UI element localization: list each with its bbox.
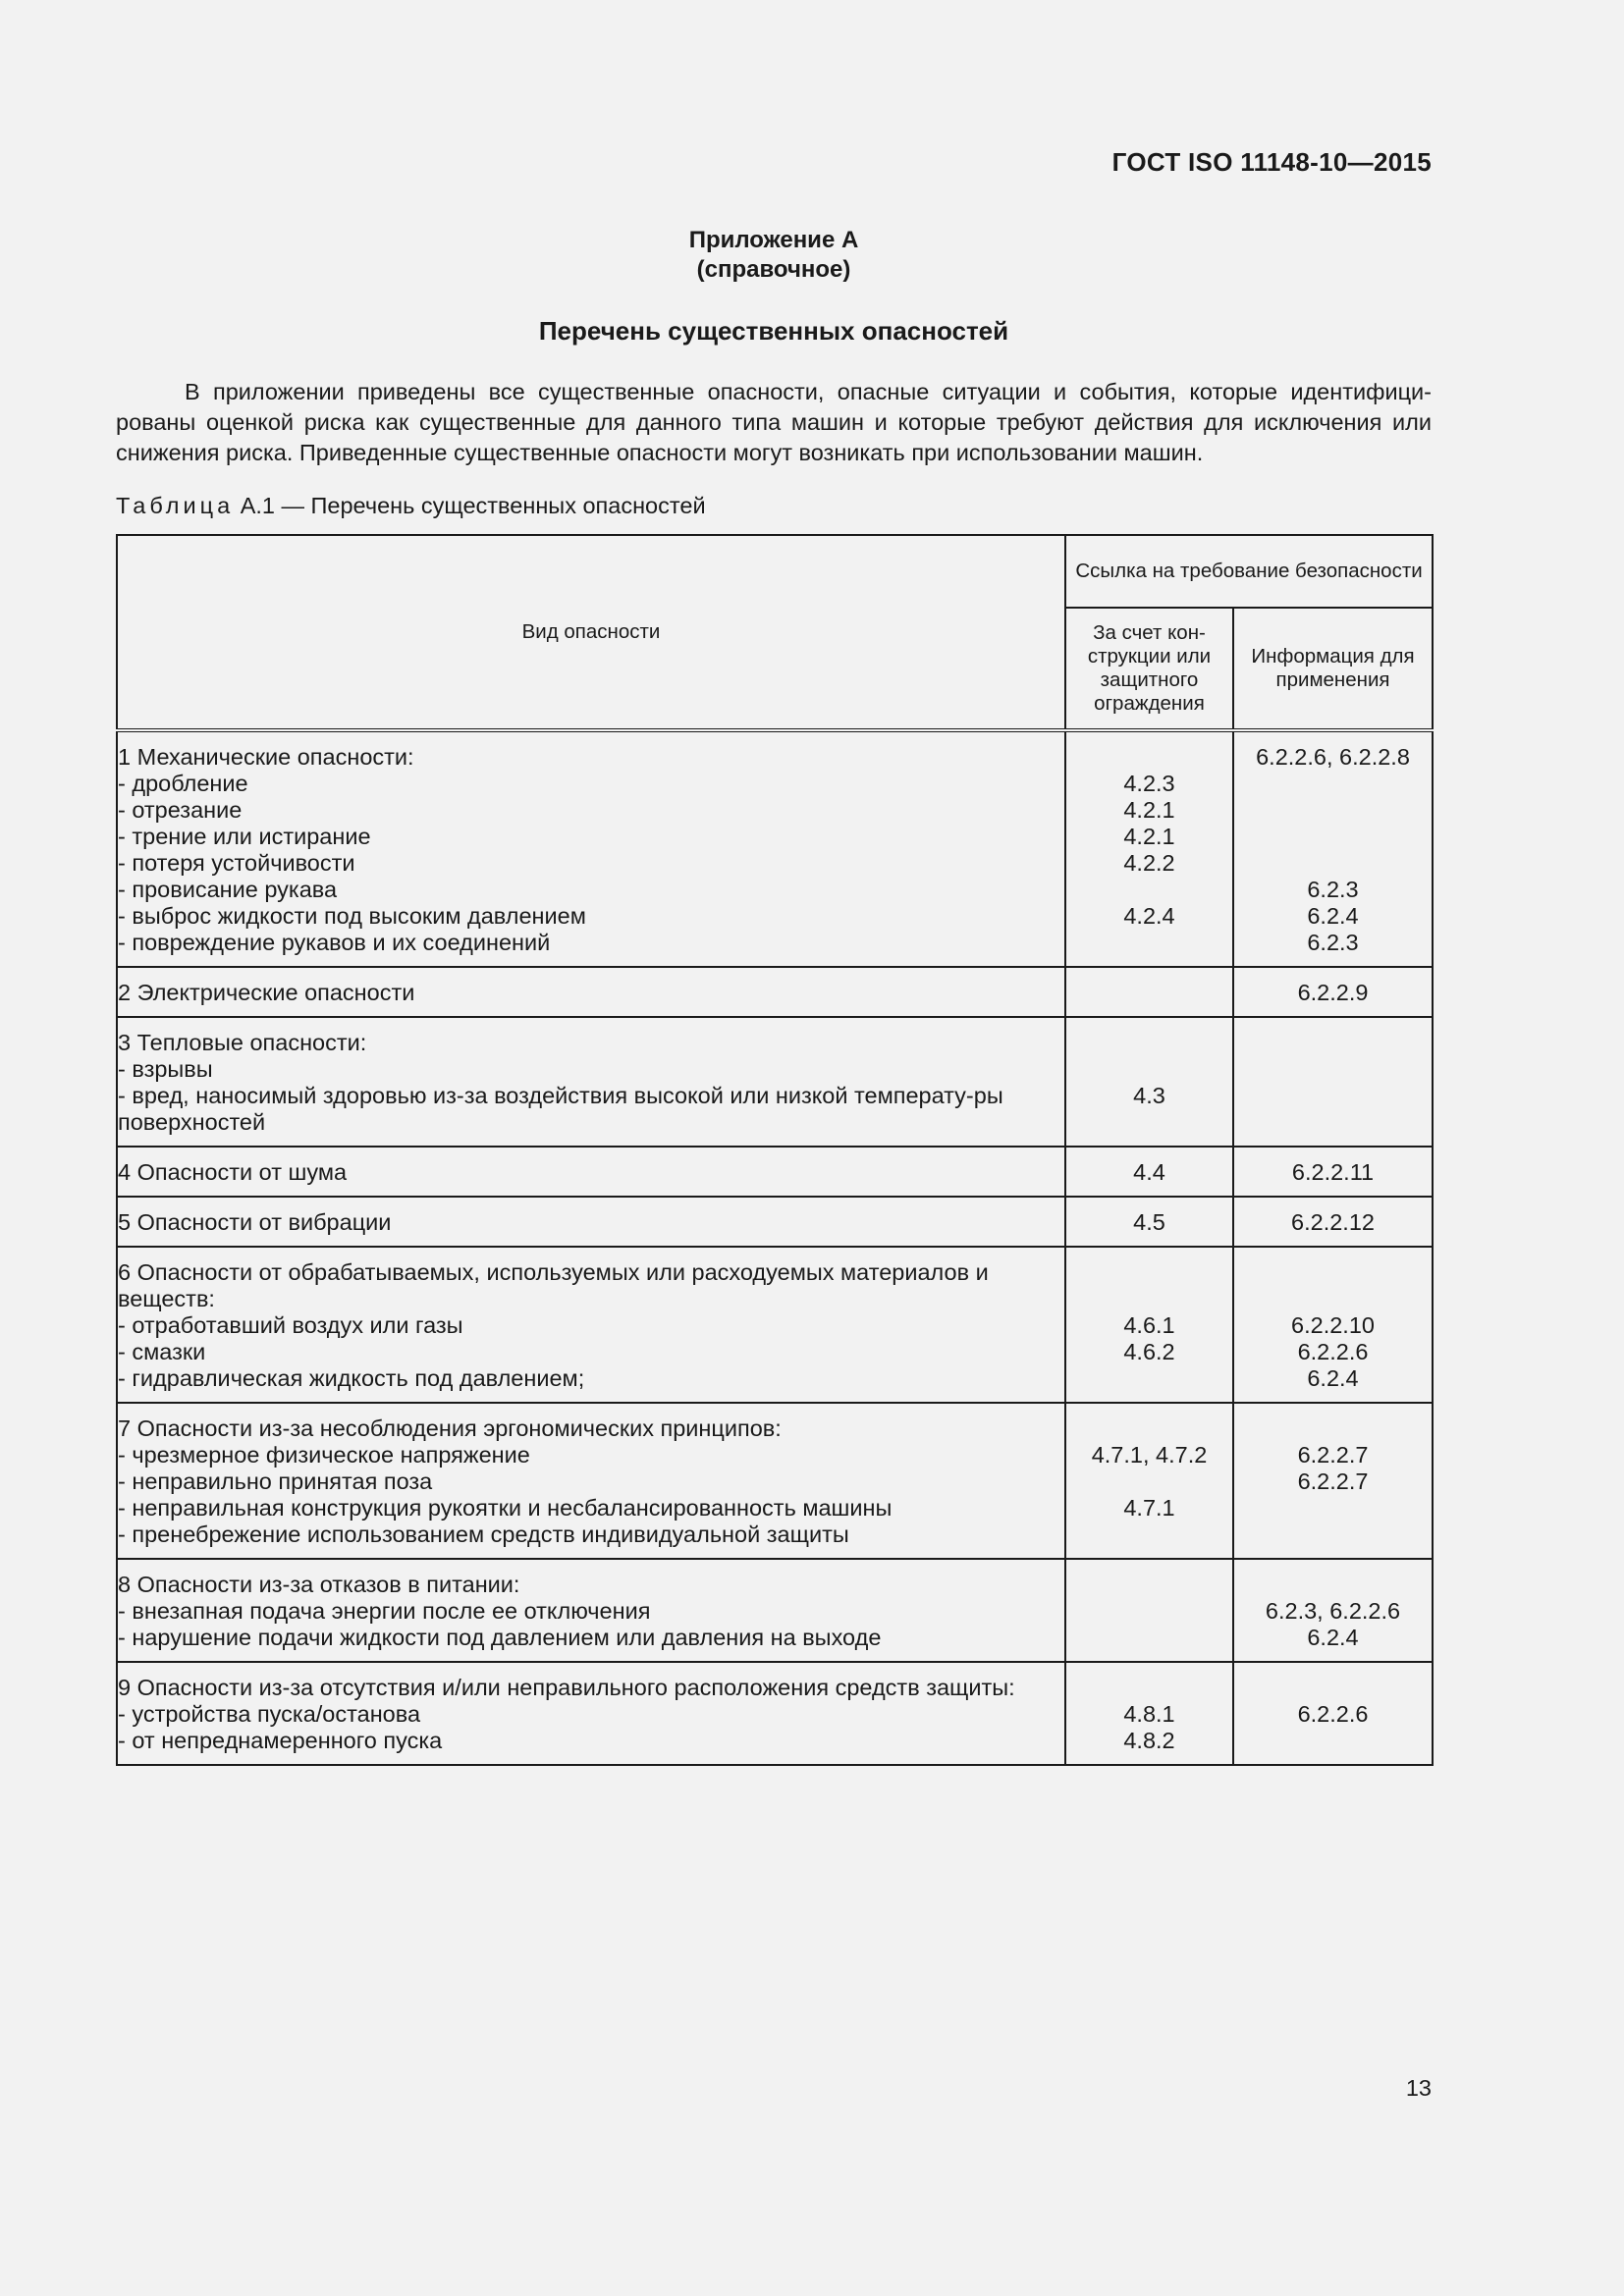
document-code: ГОСТ ISO 11148-10—2015 <box>1111 147 1432 177</box>
hazard-name-cell: 7 Опасности из-за несоблюдения эргономических принципов: <box>117 1403 1065 1442</box>
by-design-cell <box>1065 1662 1233 1701</box>
by-design-cell: 4.2.1 <box>1065 824 1233 850</box>
table-row <box>117 1522 1433 1559</box>
by-design-cell: 4.8.1 <box>1065 1701 1233 1728</box>
table-row <box>117 930 1433 967</box>
by-design-cell: 4.6.2 <box>1065 1339 1233 1365</box>
hazard-group <box>117 1662 1433 1765</box>
table-row <box>117 967 1433 1017</box>
hazard-name-cell: - от непреднамеренного пуска <box>117 1728 1065 1765</box>
by-design-cell: 4.6.1 <box>1065 1312 1233 1339</box>
info-for-use-cell <box>1233 1403 1433 1442</box>
table-row <box>117 1468 1433 1495</box>
table-caption <box>116 493 706 519</box>
info-for-use-cell: 6.2.2.10 <box>1233 1312 1433 1339</box>
table-row <box>117 1339 1433 1365</box>
hazard-name-cell: 3 Тепловые опасности: <box>117 1017 1065 1056</box>
by-design-cell <box>1065 1625 1233 1662</box>
table-row <box>117 877 1433 903</box>
table-row <box>117 1365 1433 1403</box>
table-caption-text: А.1 — Перечень существенных опасностей <box>240 493 706 518</box>
table-row <box>117 771 1433 797</box>
hazard-name-cell: - нарушение подачи жидкости под давлением или давления на выходе <box>117 1625 1065 1662</box>
info-for-use-cell <box>1233 1495 1433 1522</box>
table-row <box>117 1728 1433 1765</box>
table-row <box>117 1701 1433 1728</box>
hazard-name-cell: 5 Опасности от вибрации <box>117 1197 1065 1247</box>
hazard-name-cell: 1 Механические опасности: <box>117 730 1065 771</box>
annex-title: Приложение А <box>688 227 859 253</box>
table-row <box>117 1312 1433 1339</box>
info-for-use-cell <box>1233 824 1433 850</box>
hazard-name-cell: - выброс жидкости под высоким давлением <box>117 903 1065 930</box>
by-design-cell <box>1065 1468 1233 1495</box>
by-design-cell: 4.2.3 <box>1065 771 1233 797</box>
table-caption-label: Таблица <box>116 493 235 518</box>
by-design-cell <box>1065 1247 1233 1312</box>
hazard-name-cell: - неправильная конструкция рукоятки и несбалансированность машины <box>117 1495 1065 1522</box>
info-for-use-cell <box>1233 771 1433 797</box>
hazard-name-cell: - потеря устойчивости <box>117 850 1065 877</box>
info-for-use-cell: 6.2.2.7 <box>1233 1468 1433 1495</box>
info-for-use-cell <box>1233 1083 1433 1147</box>
table-row <box>117 1247 1433 1312</box>
hazard-name-cell: 9 Опасности из-за отсутствия и/или неправильного расположения средств защиты: <box>117 1662 1065 1701</box>
table-row <box>117 1056 1433 1083</box>
header-safety-reference: Ссылка на требование безопасности <box>1065 535 1433 608</box>
header-hazard-type: Вид опасности <box>117 535 1065 730</box>
hazard-name-cell: - вред, наносимый здоровью из-за воздействия высокой или низкой температу-ры поверхностей <box>117 1083 1065 1147</box>
hazard-group <box>117 1197 1433 1247</box>
info-for-use-cell <box>1233 1522 1433 1559</box>
table-row <box>117 850 1433 877</box>
table-header <box>117 535 1433 730</box>
hazard-name-cell: 6 Опасности от обрабатываемых, используемых или расходуемых материалов и веществ: <box>117 1247 1065 1312</box>
by-design-cell <box>1065 1403 1233 1442</box>
by-design-cell: 4.2.1 <box>1065 797 1233 824</box>
hazard-name-cell: - пренебрежение использованием средств индивидуальной защиты <box>117 1522 1065 1559</box>
hazard-name-cell: - трение или истирание <box>117 824 1065 850</box>
info-for-use-cell: 6.2.2.12 <box>1233 1197 1433 1247</box>
table-row <box>117 1495 1433 1522</box>
hazard-name-cell: 2 Электрические опасности <box>117 967 1065 1017</box>
by-design-cell <box>1065 1056 1233 1083</box>
hazard-name-cell: - устройства пуска/останова <box>117 1701 1065 1728</box>
by-design-cell <box>1065 1017 1233 1056</box>
by-design-cell: 4.2.4 <box>1065 903 1233 930</box>
info-for-use-cell: 6.2.3 <box>1233 877 1433 903</box>
hazard-name-cell: - внезапная подача энергии после ее отключения <box>117 1598 1065 1625</box>
info-for-use-cell: 6.2.2.9 <box>1233 967 1433 1017</box>
table-row <box>117 730 1433 771</box>
hazard-name-cell: 4 Опасности от шума <box>117 1147 1065 1197</box>
page-number: 13 <box>1405 2075 1432 2101</box>
info-for-use-cell: 6.2.2.11 <box>1233 1147 1433 1197</box>
info-for-use-cell: 6.2.4 <box>1233 1365 1433 1403</box>
info-for-use-cell: 6.2.4 <box>1233 903 1433 930</box>
annex-subtitle: (справочное) <box>696 256 851 283</box>
hazard-name-cell: - повреждение рукавов и их соединений <box>117 930 1065 967</box>
by-design-cell: 4.5 <box>1065 1197 1233 1247</box>
info-for-use-cell <box>1233 1017 1433 1056</box>
annex-heading <box>116 226 1432 285</box>
info-for-use-cell <box>1233 1559 1433 1598</box>
hazard-group <box>117 730 1433 967</box>
info-for-use-cell: 6.2.3 <box>1233 930 1433 967</box>
table-row <box>117 1017 1433 1056</box>
by-design-cell <box>1065 930 1233 967</box>
by-design-cell <box>1065 967 1233 1017</box>
info-for-use-cell <box>1233 850 1433 877</box>
by-design-cell <box>1065 877 1233 903</box>
header-by-design: За счет кон-струкции или защитного ограждения <box>1065 608 1233 730</box>
hazard-name-cell: - провисание рукава <box>117 877 1065 903</box>
table-row <box>117 1083 1433 1147</box>
hazard-group <box>117 1017 1433 1147</box>
info-for-use-cell: 6.2.2.6, 6.2.2.8 <box>1233 730 1433 771</box>
by-design-cell <box>1065 1522 1233 1559</box>
hazard-group <box>117 967 1433 1017</box>
info-for-use-cell: 6.2.2.7 <box>1233 1442 1433 1468</box>
header-info-for-use: Информация для применения <box>1233 608 1433 730</box>
info-for-use-cell <box>1233 797 1433 824</box>
by-design-cell: 4.2.2 <box>1065 850 1233 877</box>
table-row <box>117 1442 1433 1468</box>
hazard-name-cell: - отрезание <box>117 797 1065 824</box>
hazard-group <box>117 1559 1433 1662</box>
by-design-cell <box>1065 730 1233 771</box>
by-design-cell <box>1065 1598 1233 1625</box>
info-for-use-cell <box>1233 1728 1433 1765</box>
table-row <box>117 1625 1433 1662</box>
by-design-cell: 4.7.1, 4.7.2 <box>1065 1442 1233 1468</box>
hazard-name-cell: - чрезмерное физическое напряжение <box>117 1442 1065 1468</box>
intro-paragraph: В приложении приведены все существенные опасности, опасные ситуации и события, которые идентифици-рованы оценкой риска как существенные для данного типа машин и которые требуют действия для исключения или снижения риска. Приведенные существенные опасности могут возникать при использовании машин. <box>116 379 1432 465</box>
section-title: Перечень существенных опасностей <box>538 316 1009 346</box>
hazard-name-cell: - смазки <box>117 1339 1065 1365</box>
info-for-use-cell <box>1233 1247 1433 1312</box>
info-for-use-cell: 6.2.2.6 <box>1233 1339 1433 1365</box>
hazard-group <box>117 1147 1433 1197</box>
hazard-name-cell: - отработавший воздух или газы <box>117 1312 1065 1339</box>
info-for-use-cell: 6.2.3, 6.2.2.6 <box>1233 1598 1433 1625</box>
by-design-cell <box>1065 1559 1233 1598</box>
info-for-use-cell <box>1233 1056 1433 1083</box>
table-row <box>117 1197 1433 1247</box>
table-row <box>117 797 1433 824</box>
by-design-cell: 4.3 <box>1065 1083 1233 1147</box>
table-row <box>117 824 1433 850</box>
by-design-cell: 4.4 <box>1065 1147 1233 1197</box>
by-design-cell: 4.7.1 <box>1065 1495 1233 1522</box>
info-for-use-cell <box>1233 1662 1433 1701</box>
table-row <box>117 1403 1433 1442</box>
table-row <box>117 1662 1433 1701</box>
table-row <box>117 1598 1433 1625</box>
hazard-group <box>117 1247 1433 1403</box>
hazard-group <box>117 1403 1433 1559</box>
hazard-name-cell: 8 Опасности из-за отказов в питании: <box>117 1559 1065 1598</box>
hazards-table <box>116 534 1434 1766</box>
by-design-cell: 4.8.2 <box>1065 1728 1233 1765</box>
hazard-name-cell: - взрывы <box>117 1056 1065 1083</box>
table-row <box>117 903 1433 930</box>
info-for-use-cell: 6.2.4 <box>1233 1625 1433 1662</box>
table-row <box>117 1559 1433 1598</box>
hazard-name-cell: - неправильно принятая поза <box>117 1468 1065 1495</box>
hazard-name-cell: - гидравлическая жидкость под давлением; <box>117 1365 1065 1403</box>
hazard-name-cell: - дробление <box>117 771 1065 797</box>
table-row <box>117 1147 1433 1197</box>
by-design-cell <box>1065 1365 1233 1403</box>
info-for-use-cell: 6.2.2.6 <box>1233 1701 1433 1728</box>
